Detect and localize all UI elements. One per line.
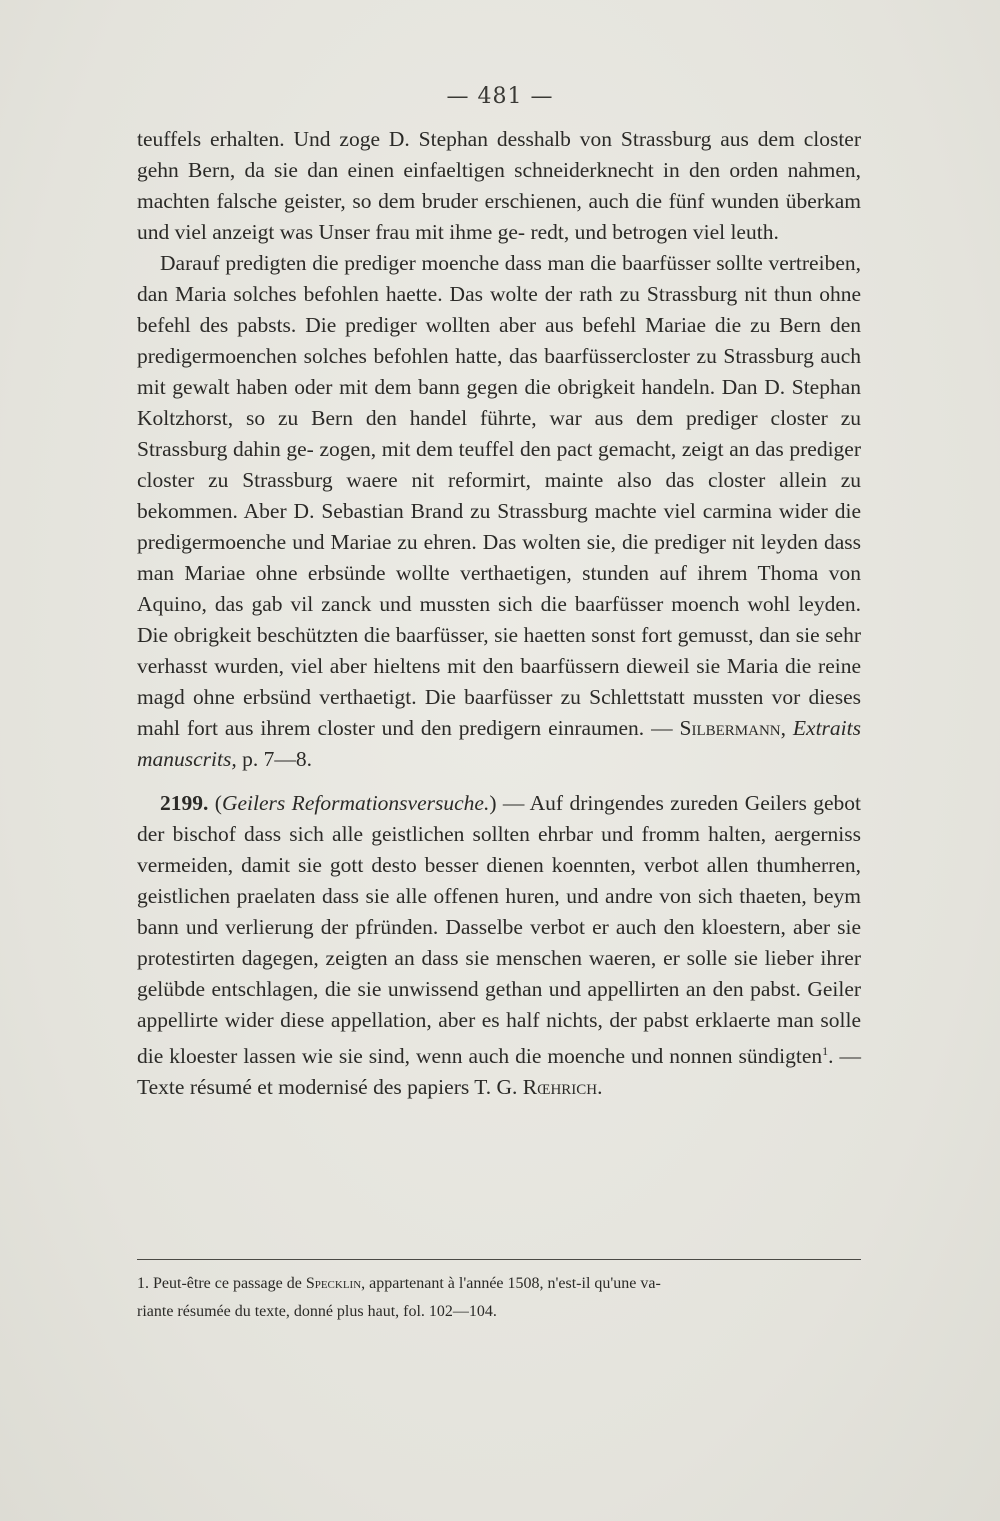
paren-open: ( <box>208 791 222 815</box>
source-author: Silbermann, <box>679 716 786 740</box>
paragraph-2 <box>137 248 861 775</box>
paragraph-1 <box>137 124 861 248</box>
text-line: teuffels erhalten. Und zoge D. Stephan desshalb von Strassburg aus dem <box>137 127 795 151</box>
footnote-divider <box>137 1259 861 1260</box>
text-line: . — Texte résumé et modernisé des <box>137 1044 861 1100</box>
source-pages: p. 7—8. <box>242 747 312 771</box>
text-line: den baarfüssern dieweil sie Maria die reine magd ohne erbsünd verthaetigt. <box>137 654 862 709</box>
text-line: predigermoenche und Mariae zu ehren. Das wolten sie, die prediger nit <box>137 530 755 554</box>
text-line: zeigten an dass sie menschen waeren, er solle sie lieber ihrer gelübde <box>137 946 862 1001</box>
text-line: Aber D. Sebastian Brand zu Strassburg machte viel carmina wider die <box>243 499 861 523</box>
entry-number: 2199. <box>160 791 209 815</box>
entry-2199 <box>137 788 861 1103</box>
text-line: closter gehn Bern, da sie dan einen einfaeltigen schneiderknecht in den <box>137 127 862 182</box>
main-text <box>137 124 861 1103</box>
paren-close: ) <box>489 791 497 815</box>
source-title: Extraits manuscrits, <box>137 716 861 771</box>
text-line: Strassburg waere nit reformirt, mainte also das closter allein zu bekommen. <box>137 468 861 523</box>
text-line: Die baarfüsser zu Schlettstatt mussten vor dieses mahl fort aus ihrem <box>137 685 862 740</box>
text-line: zogen, mit dem teuffel den pact gemacht, zeigt an das prediger closter zu <box>137 437 862 492</box>
page-number: — 481 — <box>446 84 554 109</box>
text-line: Geilers gebot der bischof dass sich alle geistlichen sollten ehrbar und <box>137 791 862 846</box>
text-line: befehl Mariae die zu Bern den predigermoenchen solches befohlen hatte, <box>137 313 861 368</box>
text-line: das baarfüssercloster zu Strassburg auch mit gewalt haben oder mit dem <box>137 344 862 399</box>
text-line: bann gegen die obrigkeit handeln. Dan D. Stephan Koltzhorst, so zu Bern <box>137 375 862 430</box>
text-line: leyden dass man Mariae ohne erbsünde wollte verthaetigen, stunden auf <box>137 530 861 585</box>
text-line: moench wohl leyden. Die obrigkeit beschützten die baarfüsser, sie haetten <box>137 592 862 647</box>
text-line: redt, und betrogen viel leuth. <box>530 220 779 244</box>
footnote-text: appartenant à l'année 1508, n'est-il qu'une va- <box>365 1275 661 1292</box>
text-line: — Auf dringendes zureden <box>496 791 739 815</box>
footnote-line: riante résumée du texte, donné plus haut, fol. 102—104. <box>137 1303 497 1320</box>
text-line: die fünf wunden überkam und viel anzeigt was Unser frau mit ihme ge- <box>137 189 862 244</box>
text-line: orden nahmen, machten falsche geister, so dem bruder erschienen, auch <box>137 158 862 213</box>
entry-title: Geilers Reformationsversuche. <box>221 791 490 815</box>
footnote-text: 1. Peut-être ce passage de <box>137 1275 306 1292</box>
text-line: entschlagen, die sie unwissend gethan und appellirten an den pabst. <box>211 977 801 1001</box>
text-line: vertreiben, dan Maria solches befohlen haette. Das wolte der rath zu <box>137 251 861 306</box>
source-author: Rœhrich. <box>522 1075 603 1100</box>
text-line: Darauf predigten die prediger moenche dass man die baarfüsser sollte <box>160 251 763 275</box>
text-line: ihrem Thoma von Aquino, das gab vil zanck und mussten sich die baarfüsser <box>137 561 862 616</box>
footnote-author: Specklin, <box>305 1275 366 1292</box>
footnote-ref[interactable]: 1 <box>822 1044 829 1058</box>
text-line: Strassburg nit thun ohne befehl des pabsts. Die prediger wollten aber aus <box>137 282 862 337</box>
text-line: moenche und nonnen sündigten <box>547 1044 823 1069</box>
text-line: fromm halten, aergerniss vermeiden, damit sie gott desto besser dienen <box>137 822 862 877</box>
text-line: sonst fort gemusst, dan sie sehr verhasst wurden, viel aber hieltens mit <box>137 623 862 678</box>
text-line: huren, und andre von sich thaeten, beym bann und verlierung der pfründen. <box>137 884 862 939</box>
text-line: Geiler appellirte wider diese appellation, aber es half nichts, der pabst <box>137 977 862 1032</box>
text-line: papiers T. G. <box>407 1075 523 1100</box>
text-line: den handel führte, war aus dem prediger closter zu Strassburg dahin ge- <box>137 406 862 461</box>
footnote-line <box>137 1270 861 1298</box>
text-line: erklaerte man solle die kloester lassen wie sie sind, wenn auch die <box>137 1008 862 1069</box>
text-line: Dasselbe verbot er auch den kloestern, aber sie protestirten dagegen, <box>137 915 862 970</box>
text-line: koennten, verbot allen thumherren, geistlichen praelaten dass sie alle offenen <box>137 853 861 908</box>
text-line: closter und den predigern einraumen. — <box>317 716 680 740</box>
footnote <box>137 1270 861 1326</box>
